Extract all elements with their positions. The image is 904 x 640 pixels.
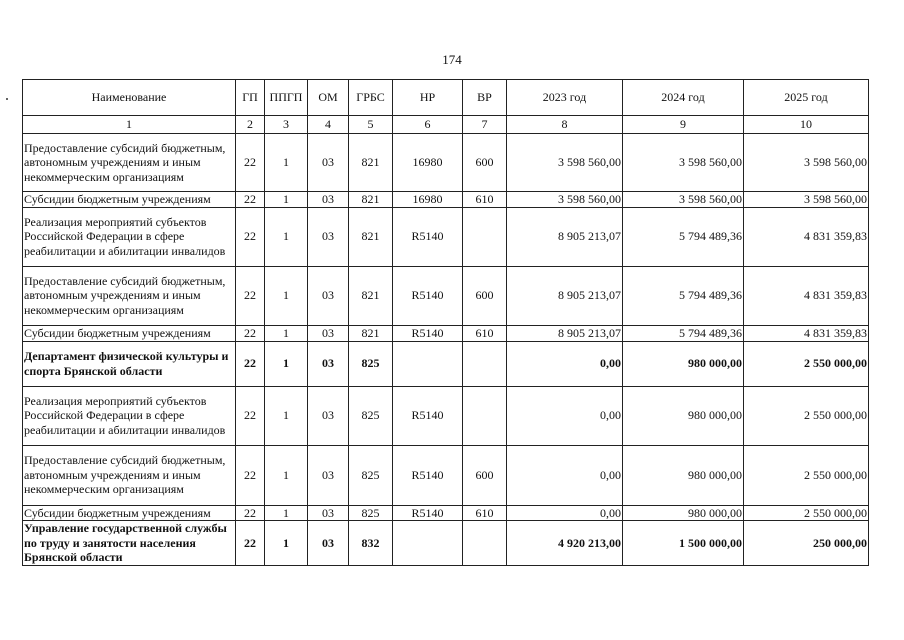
- row-amount-2023: 8 905 213,07: [507, 207, 623, 266]
- row-amount-2024: 5 794 489,36: [623, 266, 744, 325]
- row-gp: 22: [236, 192, 265, 208]
- row-om: 03: [308, 207, 349, 266]
- row-amount-2024: 980 000,00: [623, 445, 744, 505]
- row-amount-2024: 3 598 560,00: [623, 192, 744, 208]
- column-number: 2: [236, 116, 265, 134]
- row-om: 03: [308, 341, 349, 386]
- budget-table: [22, 79, 869, 566]
- row-amount-2023: 8 905 213,07: [507, 325, 623, 341]
- row-amount-2024: 980 000,00: [623, 505, 744, 521]
- column-number: 6: [393, 116, 463, 134]
- row-om: 03: [308, 505, 349, 521]
- header-name: Наименование: [23, 80, 236, 116]
- row-ppgp: 1: [265, 266, 308, 325]
- row-ppgp: 1: [265, 521, 308, 566]
- table-row: [23, 505, 869, 521]
- row-grbs: 821: [349, 325, 393, 341]
- column-number: 10: [744, 116, 869, 134]
- row-amount-2024: 980 000,00: [623, 386, 744, 445]
- row-grbs: 821: [349, 207, 393, 266]
- header-2023: 2023 год: [507, 80, 623, 116]
- row-amount-2025: 2 550 000,00: [744, 505, 869, 521]
- header-grbs: ГРБС: [349, 80, 393, 116]
- row-name: Предоставление субсидий бюджетным, автономным учреждениям и иным некоммерческим организациям: [23, 266, 236, 325]
- header-vr: ВР: [463, 80, 507, 116]
- row-name: Предоставление субсидий бюджетным, автономным учреждениям и иным некоммерческим организациям: [23, 134, 236, 192]
- column-number-row: [23, 116, 869, 134]
- row-nr: [393, 521, 463, 566]
- row-grbs: 832: [349, 521, 393, 566]
- row-amount-2023: 3 598 560,00: [507, 192, 623, 208]
- row-amount-2024: 5 794 489,36: [623, 325, 744, 341]
- row-amount-2024: 3 598 560,00: [623, 134, 744, 192]
- row-ppgp: 1: [265, 325, 308, 341]
- row-gp: 22: [236, 341, 265, 386]
- row-amount-2025: 2 550 000,00: [744, 445, 869, 505]
- page-number: 174: [442, 52, 462, 67]
- row-nr: 16980: [393, 134, 463, 192]
- row-nr: R5140: [393, 445, 463, 505]
- column-number: 9: [623, 116, 744, 134]
- header-nr: НР: [393, 80, 463, 116]
- row-nr: R5140: [393, 386, 463, 445]
- row-gp: 22: [236, 134, 265, 192]
- row-grbs: 825: [349, 341, 393, 386]
- row-grbs: 821: [349, 266, 393, 325]
- row-name: Предоставление субсидий бюджетным, автономным учреждениям и иным некоммерческим организациям: [23, 445, 236, 505]
- row-amount-2025: 2 550 000,00: [744, 386, 869, 445]
- row-ppgp: 1: [265, 445, 308, 505]
- column-number: 4: [308, 116, 349, 134]
- header-2025: 2025 год: [744, 80, 869, 116]
- row-amount-2025: 250 000,00: [744, 521, 869, 566]
- row-ppgp: 1: [265, 386, 308, 445]
- header-row: [23, 80, 869, 116]
- row-om: 03: [308, 386, 349, 445]
- row-amount-2023: 4 920 213,00: [507, 521, 623, 566]
- table-row: [23, 386, 869, 445]
- table-row: [23, 325, 869, 341]
- row-vr: 610: [463, 192, 507, 208]
- row-amount-2023: 0,00: [507, 505, 623, 521]
- row-vr: [463, 521, 507, 566]
- row-nr: 16980: [393, 192, 463, 208]
- row-nr: R5140: [393, 325, 463, 341]
- table-row: [23, 266, 869, 325]
- row-gp: 22: [236, 266, 265, 325]
- row-vr: [463, 341, 507, 386]
- row-amount-2024: 5 794 489,36: [623, 207, 744, 266]
- column-number: 1: [23, 116, 236, 134]
- row-vr: 610: [463, 505, 507, 521]
- row-om: 03: [308, 445, 349, 505]
- row-grbs: 825: [349, 445, 393, 505]
- row-name: Субсидии бюджетным учреждениям: [23, 505, 236, 521]
- row-name: Реализация мероприятий субъектов Российской Федерации в сфере реабилитации и абилитации инвалидов: [23, 386, 236, 445]
- row-amount-2023: 3 598 560,00: [507, 134, 623, 192]
- table-row: [23, 207, 869, 266]
- row-nr: R5140: [393, 505, 463, 521]
- row-grbs: 825: [349, 386, 393, 445]
- row-om: 03: [308, 266, 349, 325]
- table-row: [23, 134, 869, 192]
- row-ppgp: 1: [265, 207, 308, 266]
- row-ppgp: 1: [265, 192, 308, 208]
- row-gp: 22: [236, 505, 265, 521]
- row-vr: [463, 386, 507, 445]
- row-gp: 22: [236, 521, 265, 566]
- row-vr: 600: [463, 266, 507, 325]
- table-row: [23, 445, 869, 505]
- scan-mark: [6, 98, 8, 100]
- row-name: Субсидии бюджетным учреждениям: [23, 325, 236, 341]
- row-gp: 22: [236, 325, 265, 341]
- row-om: 03: [308, 192, 349, 208]
- row-gp: 22: [236, 445, 265, 505]
- row-amount-2025: 4 831 359,83: [744, 266, 869, 325]
- row-amount-2025: 3 598 560,00: [744, 192, 869, 208]
- column-number: 8: [507, 116, 623, 134]
- row-vr: 600: [463, 445, 507, 505]
- column-number: 3: [265, 116, 308, 134]
- row-name: Реализация мероприятий субъектов Российской Федерации в сфере реабилитации и абилитации инвалидов: [23, 207, 236, 266]
- row-amount-2025: 3 598 560,00: [744, 134, 869, 192]
- table-row: [23, 341, 869, 386]
- header-2024: 2024 год: [623, 80, 744, 116]
- row-gp: 22: [236, 207, 265, 266]
- column-number: 5: [349, 116, 393, 134]
- row-grbs: 821: [349, 134, 393, 192]
- row-ppgp: 1: [265, 341, 308, 386]
- row-om: 03: [308, 325, 349, 341]
- row-vr: [463, 207, 507, 266]
- row-amount-2025: 2 550 000,00: [744, 341, 869, 386]
- column-number: 7: [463, 116, 507, 134]
- row-vr: 600: [463, 134, 507, 192]
- row-grbs: 825: [349, 505, 393, 521]
- row-amount-2023: 0,00: [507, 341, 623, 386]
- row-amount-2023: 0,00: [507, 445, 623, 505]
- row-nr: [393, 341, 463, 386]
- row-gp: 22: [236, 386, 265, 445]
- row-vr: 610: [463, 325, 507, 341]
- row-ppgp: 1: [265, 505, 308, 521]
- header-om: ОМ: [308, 80, 349, 116]
- table-body: [23, 116, 869, 566]
- row-grbs: 821: [349, 192, 393, 208]
- row-ppgp: 1: [265, 134, 308, 192]
- table-row: [23, 192, 869, 208]
- row-amount-2024: 980 000,00: [623, 341, 744, 386]
- row-amount-2023: 8 905 213,07: [507, 266, 623, 325]
- row-name: Субсидии бюджетным учреждениям: [23, 192, 236, 208]
- row-amount-2025: 4 831 359,83: [744, 325, 869, 341]
- row-amount-2024: 1 500 000,00: [623, 521, 744, 566]
- row-amount-2025: 4 831 359,83: [744, 207, 869, 266]
- header-gp: ГП: [236, 80, 265, 116]
- row-nr: R5140: [393, 266, 463, 325]
- header-ppgp: ППГП: [265, 80, 308, 116]
- row-name: Управление государственной службы по труду и занятости населения Брянской области: [23, 521, 236, 566]
- row-om: 03: [308, 521, 349, 566]
- row-nr: R5140: [393, 207, 463, 266]
- row-om: 03: [308, 134, 349, 192]
- row-amount-2023: 0,00: [507, 386, 623, 445]
- table-row: [23, 521, 869, 566]
- row-name: Департамент физической культуры и спорта Брянской области: [23, 341, 236, 386]
